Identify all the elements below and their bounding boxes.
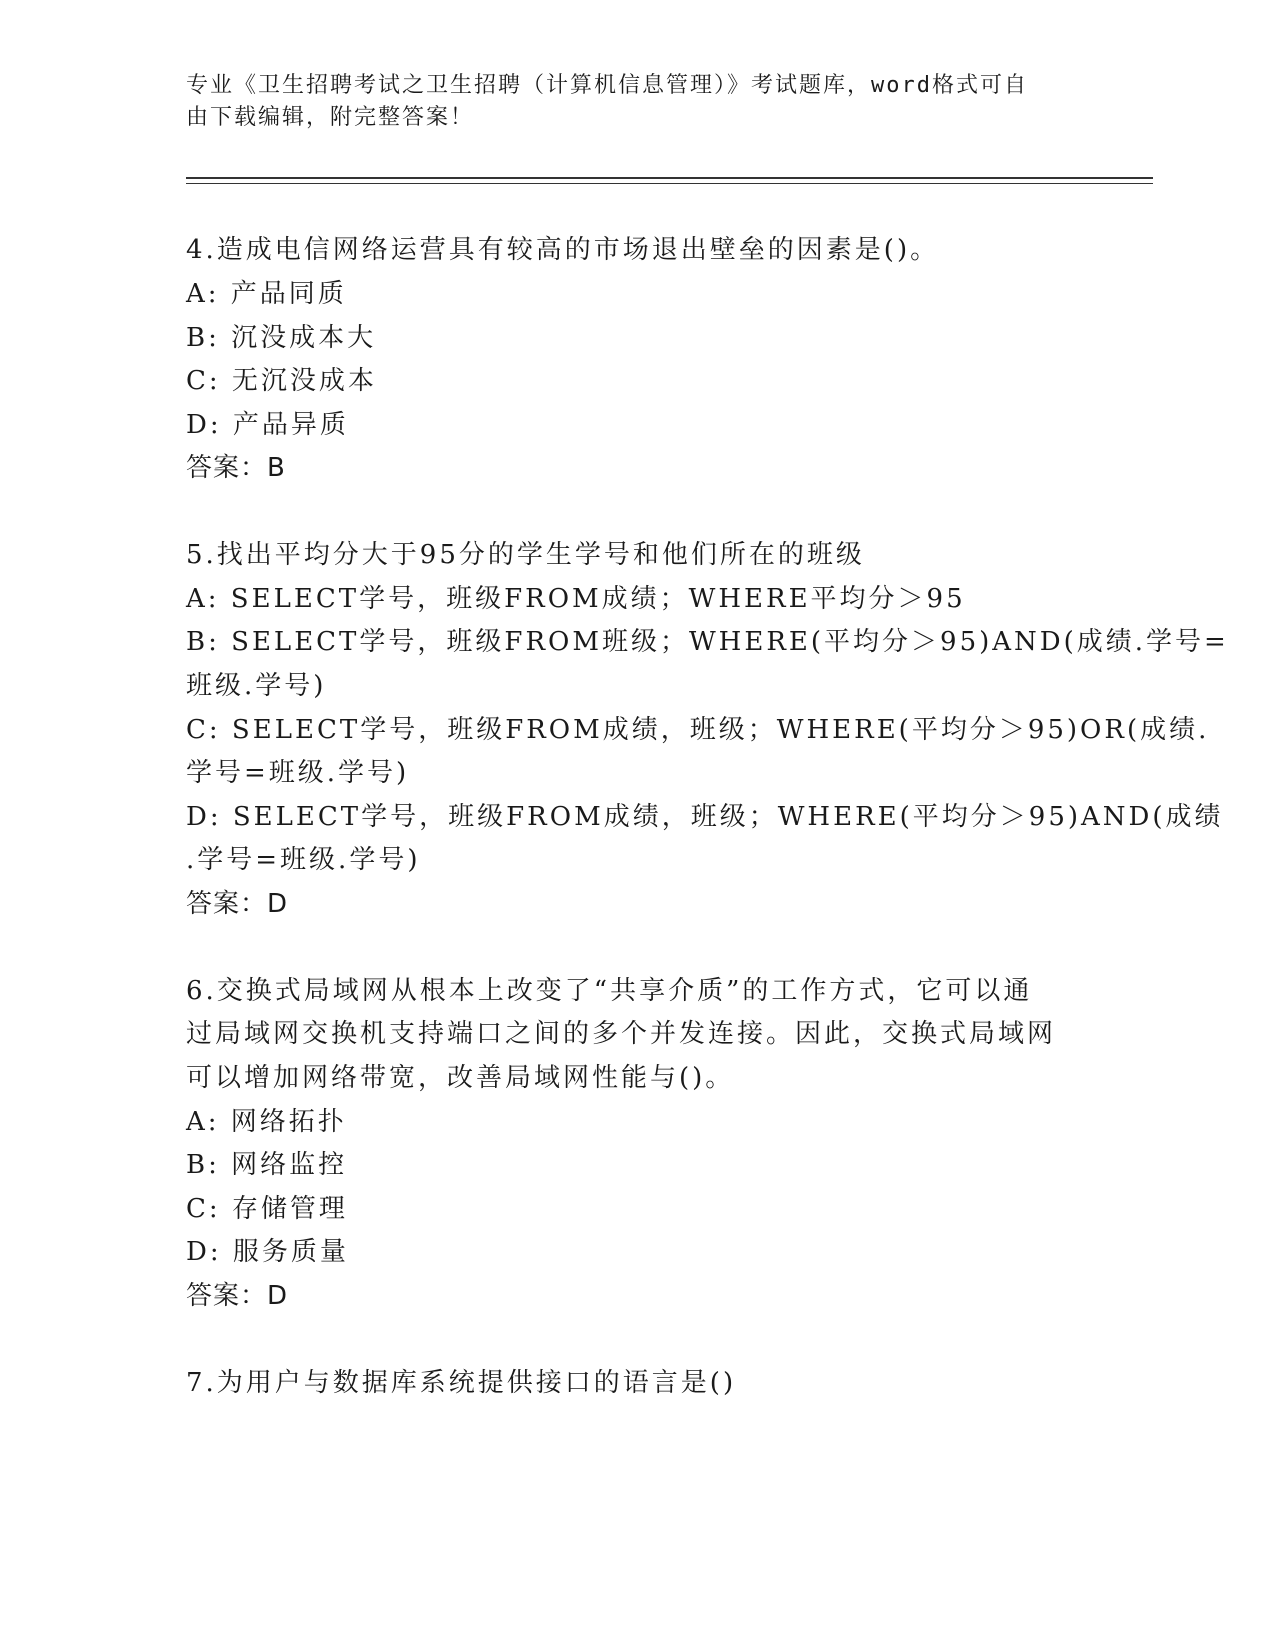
question-6-option-c: C: 存储管理 <box>186 1194 348 1224</box>
question-4-answer: 答案：B <box>186 453 286 483</box>
question-6-answer: 答案：D <box>186 1281 289 1311</box>
question-5-option-b-line-1: B: SELECT学号，班级FROM班级；WHERE(平均分＞95)AND(成绩.学号= <box>186 627 1229 657</box>
question-5-option-d-line-2: .学号=班级.学号) <box>186 845 421 875</box>
question-4-option-d: D: 产品异质 <box>186 410 349 440</box>
document-header <box>186 70 1086 134</box>
question-5-stem: 5.找出平均分大于95分的学生学号和他们所在的班级 <box>186 540 865 570</box>
question-6-option-b: B: 网络监控 <box>186 1150 348 1180</box>
question-6-stem-line-1: 6.交换式局域网从根本上改变了“共享介质”的工作方式，它可以通 <box>186 976 1033 1006</box>
header-divider-thick <box>186 177 1153 179</box>
question-5-option-a: A: SELECT学号，班级FROM成绩；WHERE平均分＞95 <box>186 584 966 614</box>
question-7-stem: 7.为用户与数据库系统提供接口的语言是() <box>186 1368 737 1398</box>
question-5-answer: 答案：D <box>186 889 289 919</box>
question-6-stem-line-2: 过局域网交换机支持端口之间的多个并发连接。因此，交换式局域网 <box>186 1019 1057 1049</box>
question-4-option-c: C: 无沉没成本 <box>186 366 377 396</box>
question-5-option-c-line-1: C: SELECT学号，班级FROM成绩，班级；WHERE(平均分＞95)OR(成绩. <box>186 715 1210 745</box>
question-5-option-c-line-2: 学号=班级.学号) <box>186 758 410 788</box>
question-5-option-d-line-1: D: SELECT学号，班级FROM成绩，班级；WHERE(平均分＞95)AND(成绩 <box>186 802 1224 832</box>
question-4-stem: 4.造成电信网络运营具有较高的市场退出壁垒的因素是()。 <box>186 235 940 265</box>
question-5-option-b-line-2: 班级.学号) <box>186 671 327 701</box>
question-6-option-d: D: 服务质量 <box>186 1237 349 1267</box>
question-4-option-b: B: 沉没成本大 <box>186 323 377 353</box>
header-divider-thin <box>186 183 1153 184</box>
header-line-2: 由下载编辑，附完整答案！ <box>186 105 475 130</box>
header-line-1: 专业《卫生招聘考试之卫生招聘（计算机信息管理）》考试题库，word格式可自 <box>186 73 1028 98</box>
question-6-stem-line-3: 可以增加网络带宽，改善局域网性能与()。 <box>186 1063 735 1093</box>
question-4-option-a: A: 产品同质 <box>186 279 347 309</box>
question-6-option-a: A: 网络拓扑 <box>186 1107 347 1137</box>
